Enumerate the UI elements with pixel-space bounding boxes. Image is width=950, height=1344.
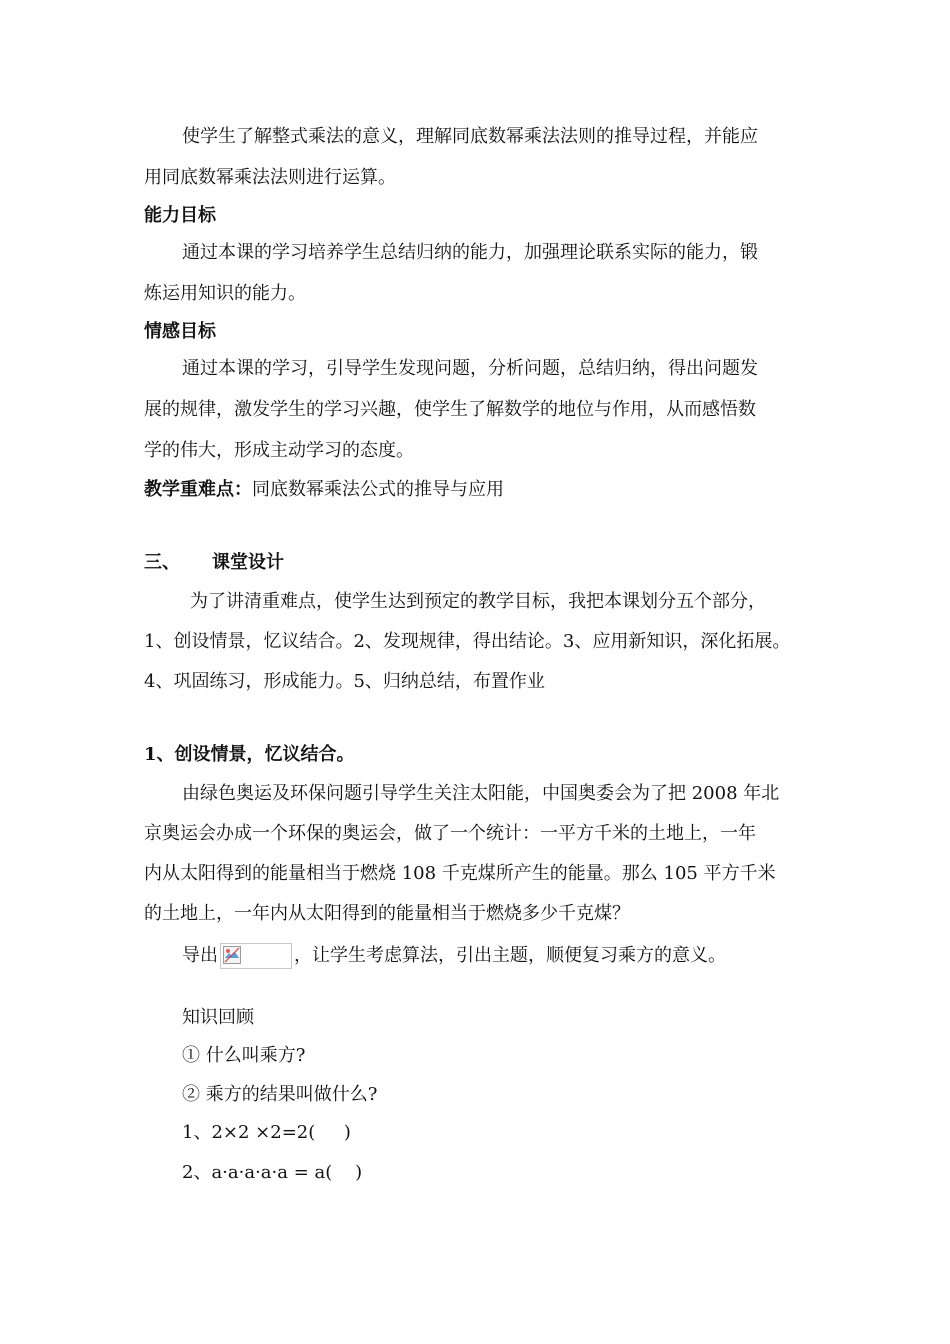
ability-goal-heading: 能力目标 (144, 205, 216, 226)
review-exercise-1: 1、2×2 ×2=2( ) (182, 1122, 351, 1143)
key-difficulty-text: 同底数幂乘法公式的推导与应用 (252, 479, 504, 500)
derive-prefix: 导出 (182, 945, 218, 966)
emotion-goal-heading: 情感目标 (144, 321, 216, 342)
emotion-goal-line-3: 学的伟大，形成主动学习的态度。 (144, 440, 414, 461)
knowledge-goal-line-2: 用同底数幂乘法法则进行运算。 (144, 167, 396, 188)
broken-image-placeholder (220, 943, 292, 969)
section-three-line-1: 为了讲清重难点，使学生达到预定的教学目标，我把本课划分五个部分， (190, 591, 766, 612)
emotion-goal-line-1: 通过本课的学习，引导学生发现问题，分析问题，总结归纳，得出问题发 (182, 358, 758, 379)
section-title: 课堂设计 (212, 552, 284, 573)
section-three-line-3: 4、巩固练习，形成能力。5、归纳总结，布置作业 (144, 671, 545, 692)
section-three-line-2: 1、创设情景，忆议结合。2、发现规律，得出结论。3、应用新知识，深化拓展。 (144, 631, 791, 652)
part-one-line-3: 内从太阳得到的能量相当于燃烧 108 千克煤所产生的能量。那么 105 平方千米 (144, 863, 776, 884)
key-difficulty-line (144, 478, 504, 502)
part-one-line-4: 的土地上，一年内从太阳得到的能量相当于燃烧多少千克煤？ (144, 903, 630, 924)
knowledge-goal-line-1: 使学生了解整式乘法的意义，理解同底数幂乘法法则的推导过程，并能应 (182, 126, 758, 147)
derive-suffix: ，让学生考虑算法，引出主题，顺便复习乘方的意义。 (294, 945, 726, 966)
review-exercise-2: 2、a·a·a·a·a = a( ) (182, 1162, 363, 1183)
part-one-line-1: 由绿色奥运及环保问题引导学生关注太阳能，中国奥委会为了把 2008 年北 (182, 783, 780, 804)
part-one-heading: 1、创设情景，忆议结合。 (144, 744, 355, 765)
review-title: 知识回顾 (182, 1007, 254, 1028)
section-three-heading (144, 551, 284, 575)
review-question-2: ② 乘方的结果叫做什么? (182, 1084, 378, 1105)
review-question-1: ① 什么叫乘方? (182, 1045, 306, 1066)
ability-goal-line-1: 通过本课的学习培养学生总结归纳的能力，加强理论联系实际的能力，锻 (182, 242, 758, 263)
key-difficulty-label: 教学重难点： (144, 479, 252, 500)
derive-line (182, 943, 726, 969)
part-one-line-2: 京奥运会办成一个环保的奥运会，做了一个统计：一平方千米的土地上，一年 (144, 823, 756, 844)
section-number: 三、 (144, 552, 180, 573)
broken-image-icon (223, 946, 241, 964)
emotion-goal-line-2: 展的规律，激发学生的学习兴趣，使学生了解数学的地位与作用，从而感悟数 (144, 399, 756, 420)
ability-goal-line-2: 炼运用知识的能力。 (144, 283, 306, 304)
